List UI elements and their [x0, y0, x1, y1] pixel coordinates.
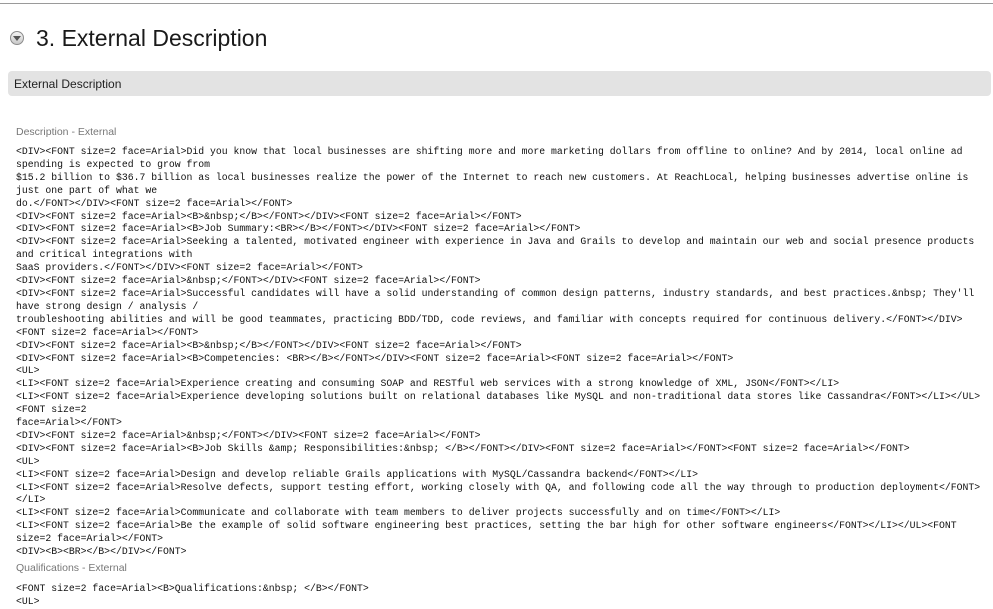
- collapse-toggle-icon[interactable]: [10, 31, 24, 45]
- group-header-bar: [8, 71, 991, 96]
- qualifications-external-label: Qualifications - External: [16, 562, 127, 574]
- section-header: [10, 24, 267, 52]
- description-external-value: <DIV><FONT size=2 face=Arial>Did you know that local businesses are shifting more and more marketing dollars from offline to online? And by 2014, local online ad spending is expected to grow from $15.2 billion to $36.7 billion as local businesses realize the power of the Internet to reach new customers. At ReachLocal, helping businesses advertise online is just one part of what we do.</FONT></DIV><FONT size=2 face=Arial></FONT> <DIV><FONT size=2 face=Arial><B>&nbsp;</B></FONT></DIV><FONT size=2 face=Arial></FONT> <DIV><FONT size=2 face=Arial><B>Job Summary:<BR></B></FONT></DIV><FONT size=2 face=Arial></FONT> <DIV><FONT size=2 face=Arial>Seeking a talented, motivated engineer with experience in Java and Grails to develop and maintain our web and social presence products and critical integrations with SaaS providers.</FONT></DIV><FONT size=2 face=Arial></FONT> <DIV><FONT size=2 face=Arial>&nbsp;</FONT></DIV><FONT size=2 face=Arial></FONT> <DIV><FONT size=2 face=Arial>Successful candidates will have a solid understanding of common design patterns, industry standards, and best practices.&nbsp; They'll have strong design / analysis / troubleshooting abilities and will be good teammates, practicing BDD/TDD, code reviews, and familiar with concepts required for continuous delivery.</FONT></DIV><FONT size=2 face=Arial></FONT> <DIV><FONT size=2 face=Arial><B>&nbsp;</B></FONT></DIV><FONT size=2 face=Arial></FONT> <DIV><FONT size=2 face=Arial><B>Competencies: <BR></B></FONT></DIV><FONT size=2 face=Arial><FONT size=2 face=Arial></FONT> <UL> <LI><FONT size=2 face=Arial>Experience creating and consuming SOAP and RESTful web services with a strong knowledge of XML, JSON</FONT></LI> <LI><FONT size=2 face=Arial>Experience developing solutions built on relational databases like MySQL and non-traditional data stores like Cassandra</FONT></LI></UL><FONT size=2 face=Arial></FONT> <DIV><FONT size=2 face=Arial>&nbsp;</FONT></DIV><FONT size=2 face=Arial></FONT> <DIV><FONT size=2 face=Arial><B>Job Skills &amp; Responsibilities:&nbsp; </B></FONT></DIV><FONT size=2 face=Arial></FONT><FONT size=2 face=Arial></FONT> <UL> <LI><FONT size=2 face=Arial>Design and develop reliable Grails applications with MySQL/Cassandra backend</FONT></LI> <LI><FONT size=2 face=Arial>Resolve defects, support testing effort, working closely with QA, and following code all the way through to production deployment</FONT></LI> <LI><FONT size=2 face=Arial>Communicate and collaborate with team members to deliver projects successfully and on time</FONT></LI> <LI><FONT size=2 face=Arial>Be the example of solid software engineering best practices, setting the bar high for other software engineers</FONT></LI></UL><FONT size=2 face=Arial></FONT> <DIV><B><BR></B></DIV></FONT>: [16, 146, 981, 558]
- field-list: [16, 126, 986, 609]
- description-external-label: Description - External: [16, 126, 117, 138]
- top-divider: [0, 3, 993, 4]
- section-title: 3. External Description: [36, 24, 268, 51]
- qualifications-external-value: <FONT size=2 face=Arial><B>Qualifications:&nbsp; </B></FONT> <UL>: [16, 583, 369, 607]
- group-header-label: External Description: [14, 76, 122, 91]
